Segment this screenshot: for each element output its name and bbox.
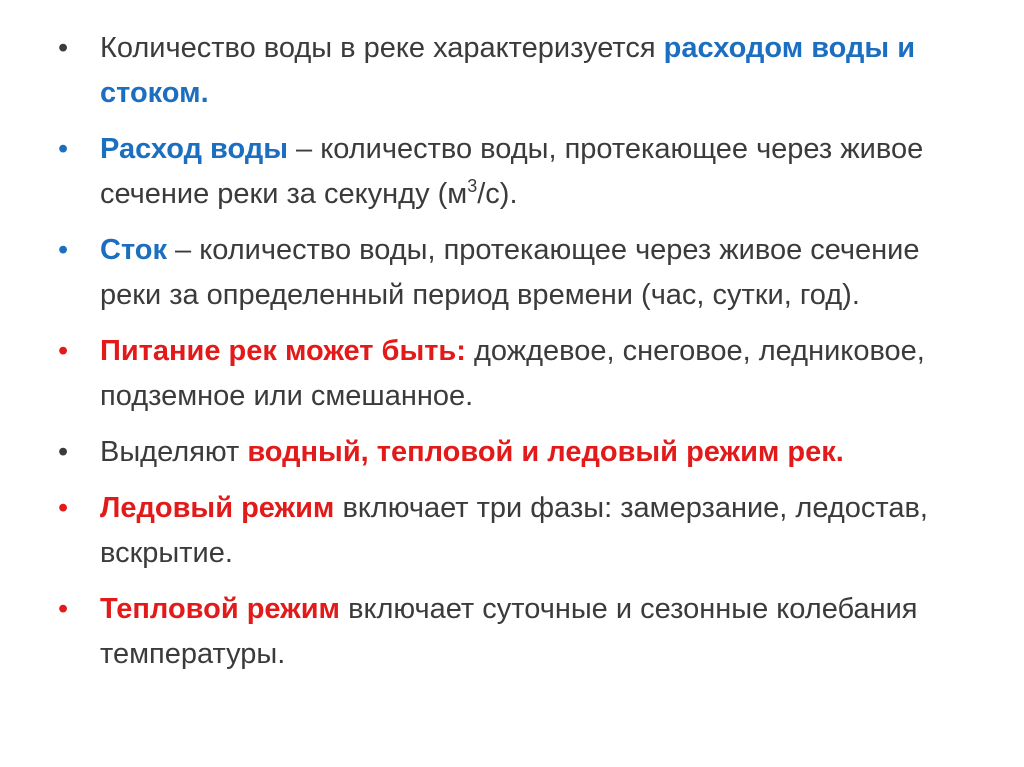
bullet-dot-icon: • (58, 436, 69, 468)
highlighted-term: Ледовый режим (100, 492, 335, 524)
bullet-text: включает суточные и сезонные колебания температуры. (100, 593, 918, 670)
bullet-text: Выделяют (100, 436, 248, 468)
highlighted-term: Сток (100, 234, 167, 266)
bullet-dot-icon: • (58, 335, 69, 367)
bullet-item (54, 430, 974, 475)
bullet-item (54, 587, 974, 677)
bullet-dot-icon: • (58, 593, 69, 625)
bullet-text: /с). (477, 178, 518, 210)
bullet-dot-icon: • (58, 32, 69, 64)
bullet-dot-icon: • (58, 234, 69, 266)
bullet-item (54, 26, 974, 116)
superscript: 3 (467, 176, 478, 196)
highlighted-term: Расход воды (100, 133, 288, 165)
bullet-dot-icon: • (58, 133, 69, 165)
highlighted-term: Питание рек может быть: (100, 335, 466, 367)
bullet-item (54, 329, 974, 419)
bullet-list (54, 26, 974, 688)
bullet-dot-icon: • (58, 492, 69, 524)
bullet-item (54, 486, 974, 576)
bullet-item (54, 228, 974, 318)
bullet-text: включает три фазы: замерзание, ледостав, вскрытие. (100, 492, 928, 569)
bullet-item (54, 127, 974, 217)
highlighted-term: водный, тепловой и ледовый режим рек. (247, 436, 844, 468)
highlighted-term: Тепловой режим (100, 593, 341, 625)
bullet-text: дождевое, снеговое, ледниковое, подземное или смешанное. (100, 335, 925, 412)
bullet-text: Количество воды в реке характеризуется (100, 32, 664, 64)
highlighted-term: расходом воды и стоком. (100, 32, 916, 109)
bullet-text: – количество воды, протекающее через живое сечение реки за определенный период времени (час, сутки, год). (100, 234, 920, 311)
bullet-text: – количество воды, протекающее через живое сечение реки за секунду (м (100, 133, 924, 210)
